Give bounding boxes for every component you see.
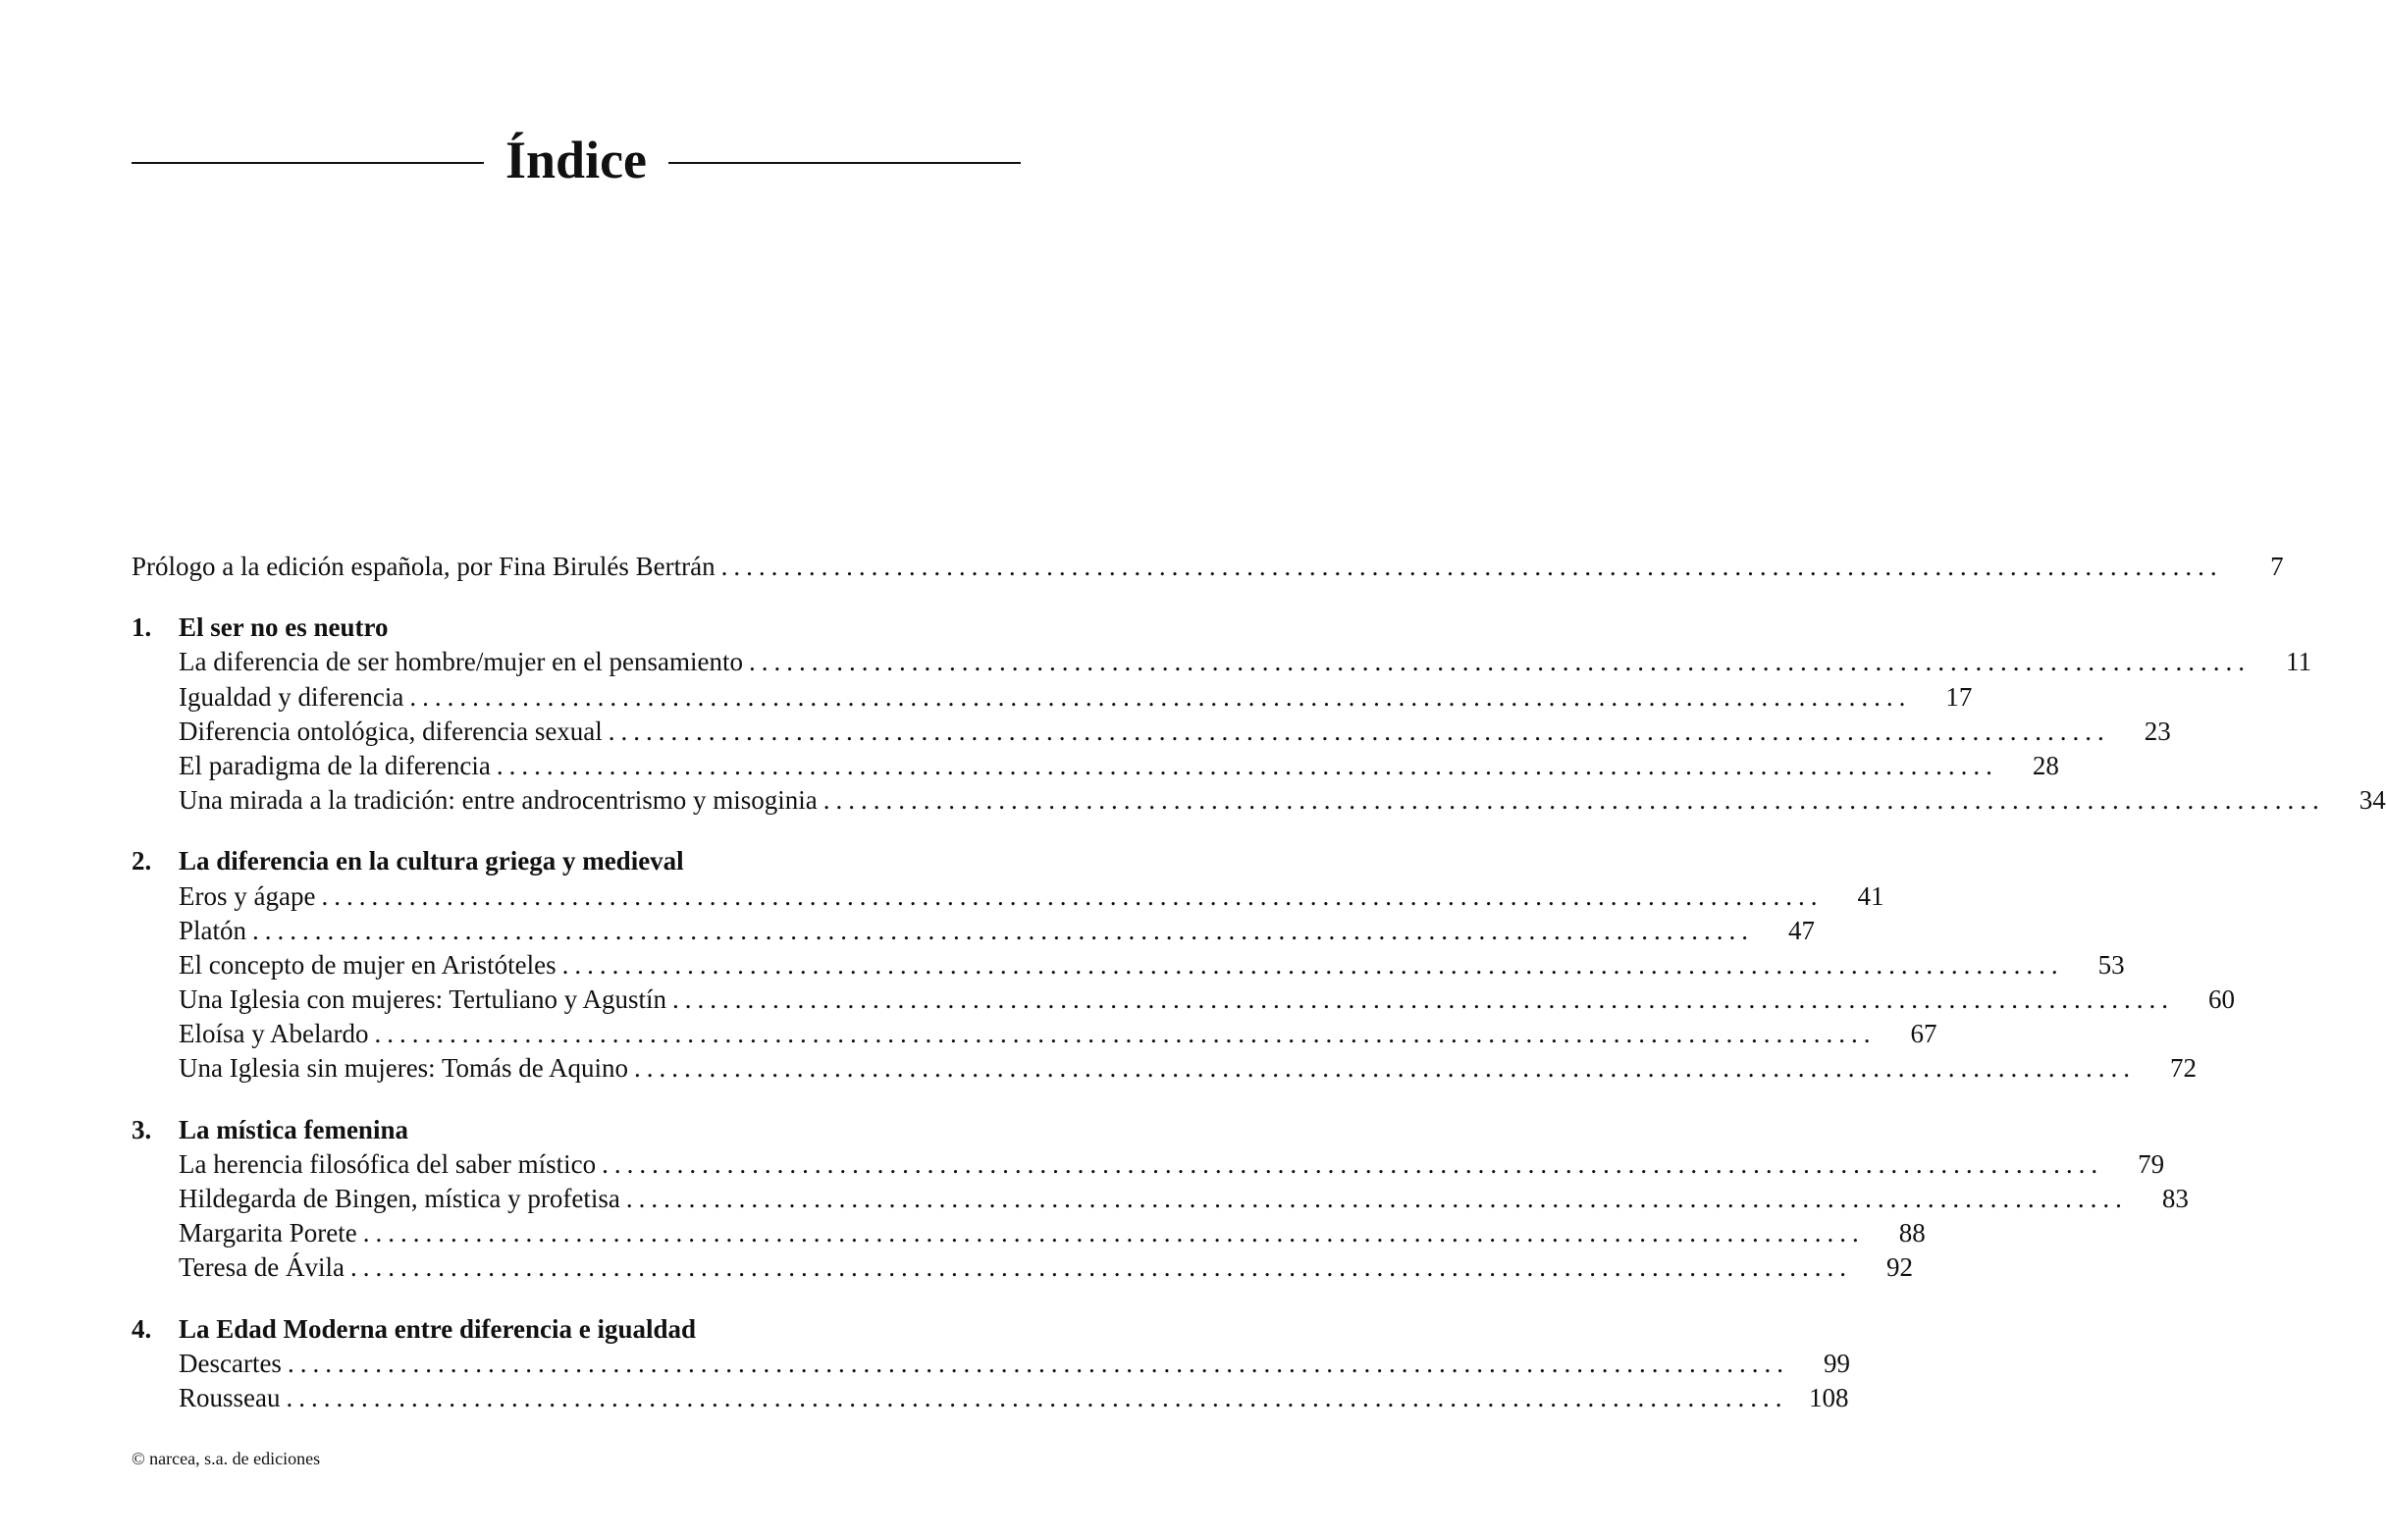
toc-entry-page: 11	[2286, 647, 2312, 677]
dot-leader: ........................................................................................................................	[362, 1218, 1865, 1248]
toc-entry-page: 34	[2359, 785, 2386, 816]
toc-entry[interactable]	[132, 880, 1884, 916]
dot-leader: ........................................................................................................................	[608, 716, 2110, 746]
toc-entry-label: Descartes	[179, 1348, 282, 1378]
toc-entry-page: 88	[1898, 1218, 1926, 1248]
toc-entry-page: 92	[1886, 1252, 1914, 1283]
chapter-title: La Edad Moderna entre diferencia e igualdad	[179, 1313, 697, 1344]
toc-entry[interactable]	[132, 1348, 1850, 1383]
chapter-title: El ser no es neutro	[179, 612, 389, 643]
toc-entry-page: 17	[1945, 681, 1973, 712]
chapter-number: 4.	[132, 1313, 152, 1344]
toc-entry-page: 41	[1857, 880, 1884, 911]
toc-entry[interactable]	[132, 1184, 2189, 1218]
toc-entry[interactable]	[132, 1019, 1937, 1053]
toc-entry-page: 47	[1788, 915, 1816, 945]
toc-entry-page: 79	[2138, 1148, 2165, 1179]
toc-entry-page: 72	[2170, 1053, 2198, 1084]
toc-entry[interactable]	[132, 915, 1816, 950]
toc-entry[interactable]	[132, 1252, 1914, 1287]
toc-entry-prologue[interactable]	[132, 552, 2284, 586]
chapter-title: La mística femenina	[179, 1114, 408, 1144]
dot-leader: ........................................................................................................................	[602, 1148, 2104, 1179]
toc-entry[interactable]	[132, 949, 2125, 984]
chapter-number: 1.	[132, 612, 152, 643]
chapter-heading[interactable]	[132, 612, 1019, 647]
toc-entry-page: 23	[2144, 716, 2171, 746]
dot-leader: ........................................................................................................................	[350, 1252, 1853, 1283]
toc-entry-label: Una Iglesia con mujeres: Tertuliano y Agustín	[179, 984, 667, 1015]
toc-entry-label: Margarita Porete	[179, 1218, 357, 1248]
toc-entry-page: 53	[2097, 949, 2125, 980]
dot-leader: ........................................................................................................................	[672, 984, 2175, 1015]
toc-entry[interactable]	[132, 785, 2386, 820]
dot-leader: ........................................................................................................................	[286, 1382, 1788, 1412]
toc-entry[interactable]	[132, 1382, 1849, 1417]
dot-leader: ........................................................................................................................	[287, 1348, 1789, 1378]
chapter-heading[interactable]	[132, 1115, 1019, 1149]
toc-entry[interactable]	[132, 1053, 2198, 1088]
toc-entry-label: Prólogo a la edición española, por Fina Birulés Bertrán	[132, 552, 716, 581]
chapter-heading[interactable]	[132, 846, 1019, 880]
dot-leader: ........................................................................................................................	[374, 1019, 1877, 1049]
copyright-footer: © narcea, s.a. de ediciones	[132, 1449, 321, 1468]
toc-entry-label: La diferencia de ser hombre/mujer en el pensamiento	[179, 647, 744, 677]
toc-entry-label: Una Iglesia sin mujeres: Tomás de Aquino	[179, 1053, 629, 1084]
toc-entry-label: Platón	[179, 915, 247, 945]
dot-leader: ........................................................................................................................	[252, 915, 1755, 945]
toc-entry-label: Eros y ágape	[179, 880, 316, 911]
chapter-number: 3.	[132, 1114, 152, 1144]
toc-entry-label: El paradigma de la diferencia	[179, 750, 491, 780]
toc-entry-page: 108	[1809, 1382, 1849, 1412]
toc-entry-label: El concepto de mujer en Aristóteles	[179, 949, 557, 980]
toc-entry-page: 7	[2270, 552, 2284, 581]
dot-leader: ........................................................................................................................	[409, 681, 1912, 712]
heading-rule-left	[132, 162, 484, 164]
table-of-contents	[132, 552, 2386, 1417]
toc-entry-label: La herencia filosófica del saber místico	[179, 1148, 597, 1179]
chapter-heading[interactable]	[132, 1314, 1019, 1349]
dot-leader: ........................................................................................................................	[625, 1184, 2128, 1213]
toc-entry-label: Una mirada a la tradición: entre androcentrismo y misoginia	[179, 785, 818, 816]
toc-entry-page: 67	[1910, 1019, 1937, 1049]
dot-leader: ........................................................................................................................	[634, 1053, 2137, 1084]
dot-leader: ........................................................................................................................	[561, 949, 2064, 980]
dot-leader: ........................................................................................................................	[720, 552, 2223, 581]
page-heading	[132, 126, 1021, 194]
dot-leader: ........................................................................................................................	[496, 750, 1998, 780]
dot-leader: ........................................................................................................................	[321, 880, 1824, 911]
toc-entry-label: Igualdad y diferencia	[179, 681, 404, 712]
toc-entry[interactable]	[132, 984, 2236, 1019]
dot-leader: ........................................................................................................................	[822, 785, 2325, 816]
toc-entry[interactable]	[132, 1148, 2165, 1184]
heading-rule-right	[668, 162, 1021, 164]
toc-entry-label: Diferencia ontológica, diferencia sexual	[179, 716, 603, 746]
toc-entry[interactable]	[132, 681, 1973, 717]
toc-entry-label: Hildegarda de Bingen, mística y profetisa	[179, 1184, 620, 1213]
toc-entry-page: 28	[2032, 750, 2059, 780]
toc-entry-page: 83	[2161, 1184, 2189, 1213]
toc-entry[interactable]	[132, 647, 2312, 681]
toc-entry-label: Teresa de Ávila	[179, 1252, 345, 1283]
chapter-title: La diferencia en la cultura griega y medieval	[179, 846, 684, 876]
toc-entry[interactable]	[132, 750, 2059, 785]
toc-entry-label: Rousseau	[179, 1382, 281, 1412]
toc-entry[interactable]	[132, 716, 2171, 751]
toc-entry-label: Eloísa y Abelardo	[179, 1019, 369, 1049]
chapter-list	[132, 612, 2386, 1417]
toc-entry-page: 60	[2208, 984, 2236, 1015]
dot-leader: ........................................................................................................................	[749, 647, 2252, 677]
toc-entry-page: 99	[1823, 1348, 1850, 1378]
toc-entry[interactable]	[132, 1218, 1926, 1252]
chapter-number: 2.	[132, 846, 152, 876]
page-title: Índice	[504, 131, 648, 189]
